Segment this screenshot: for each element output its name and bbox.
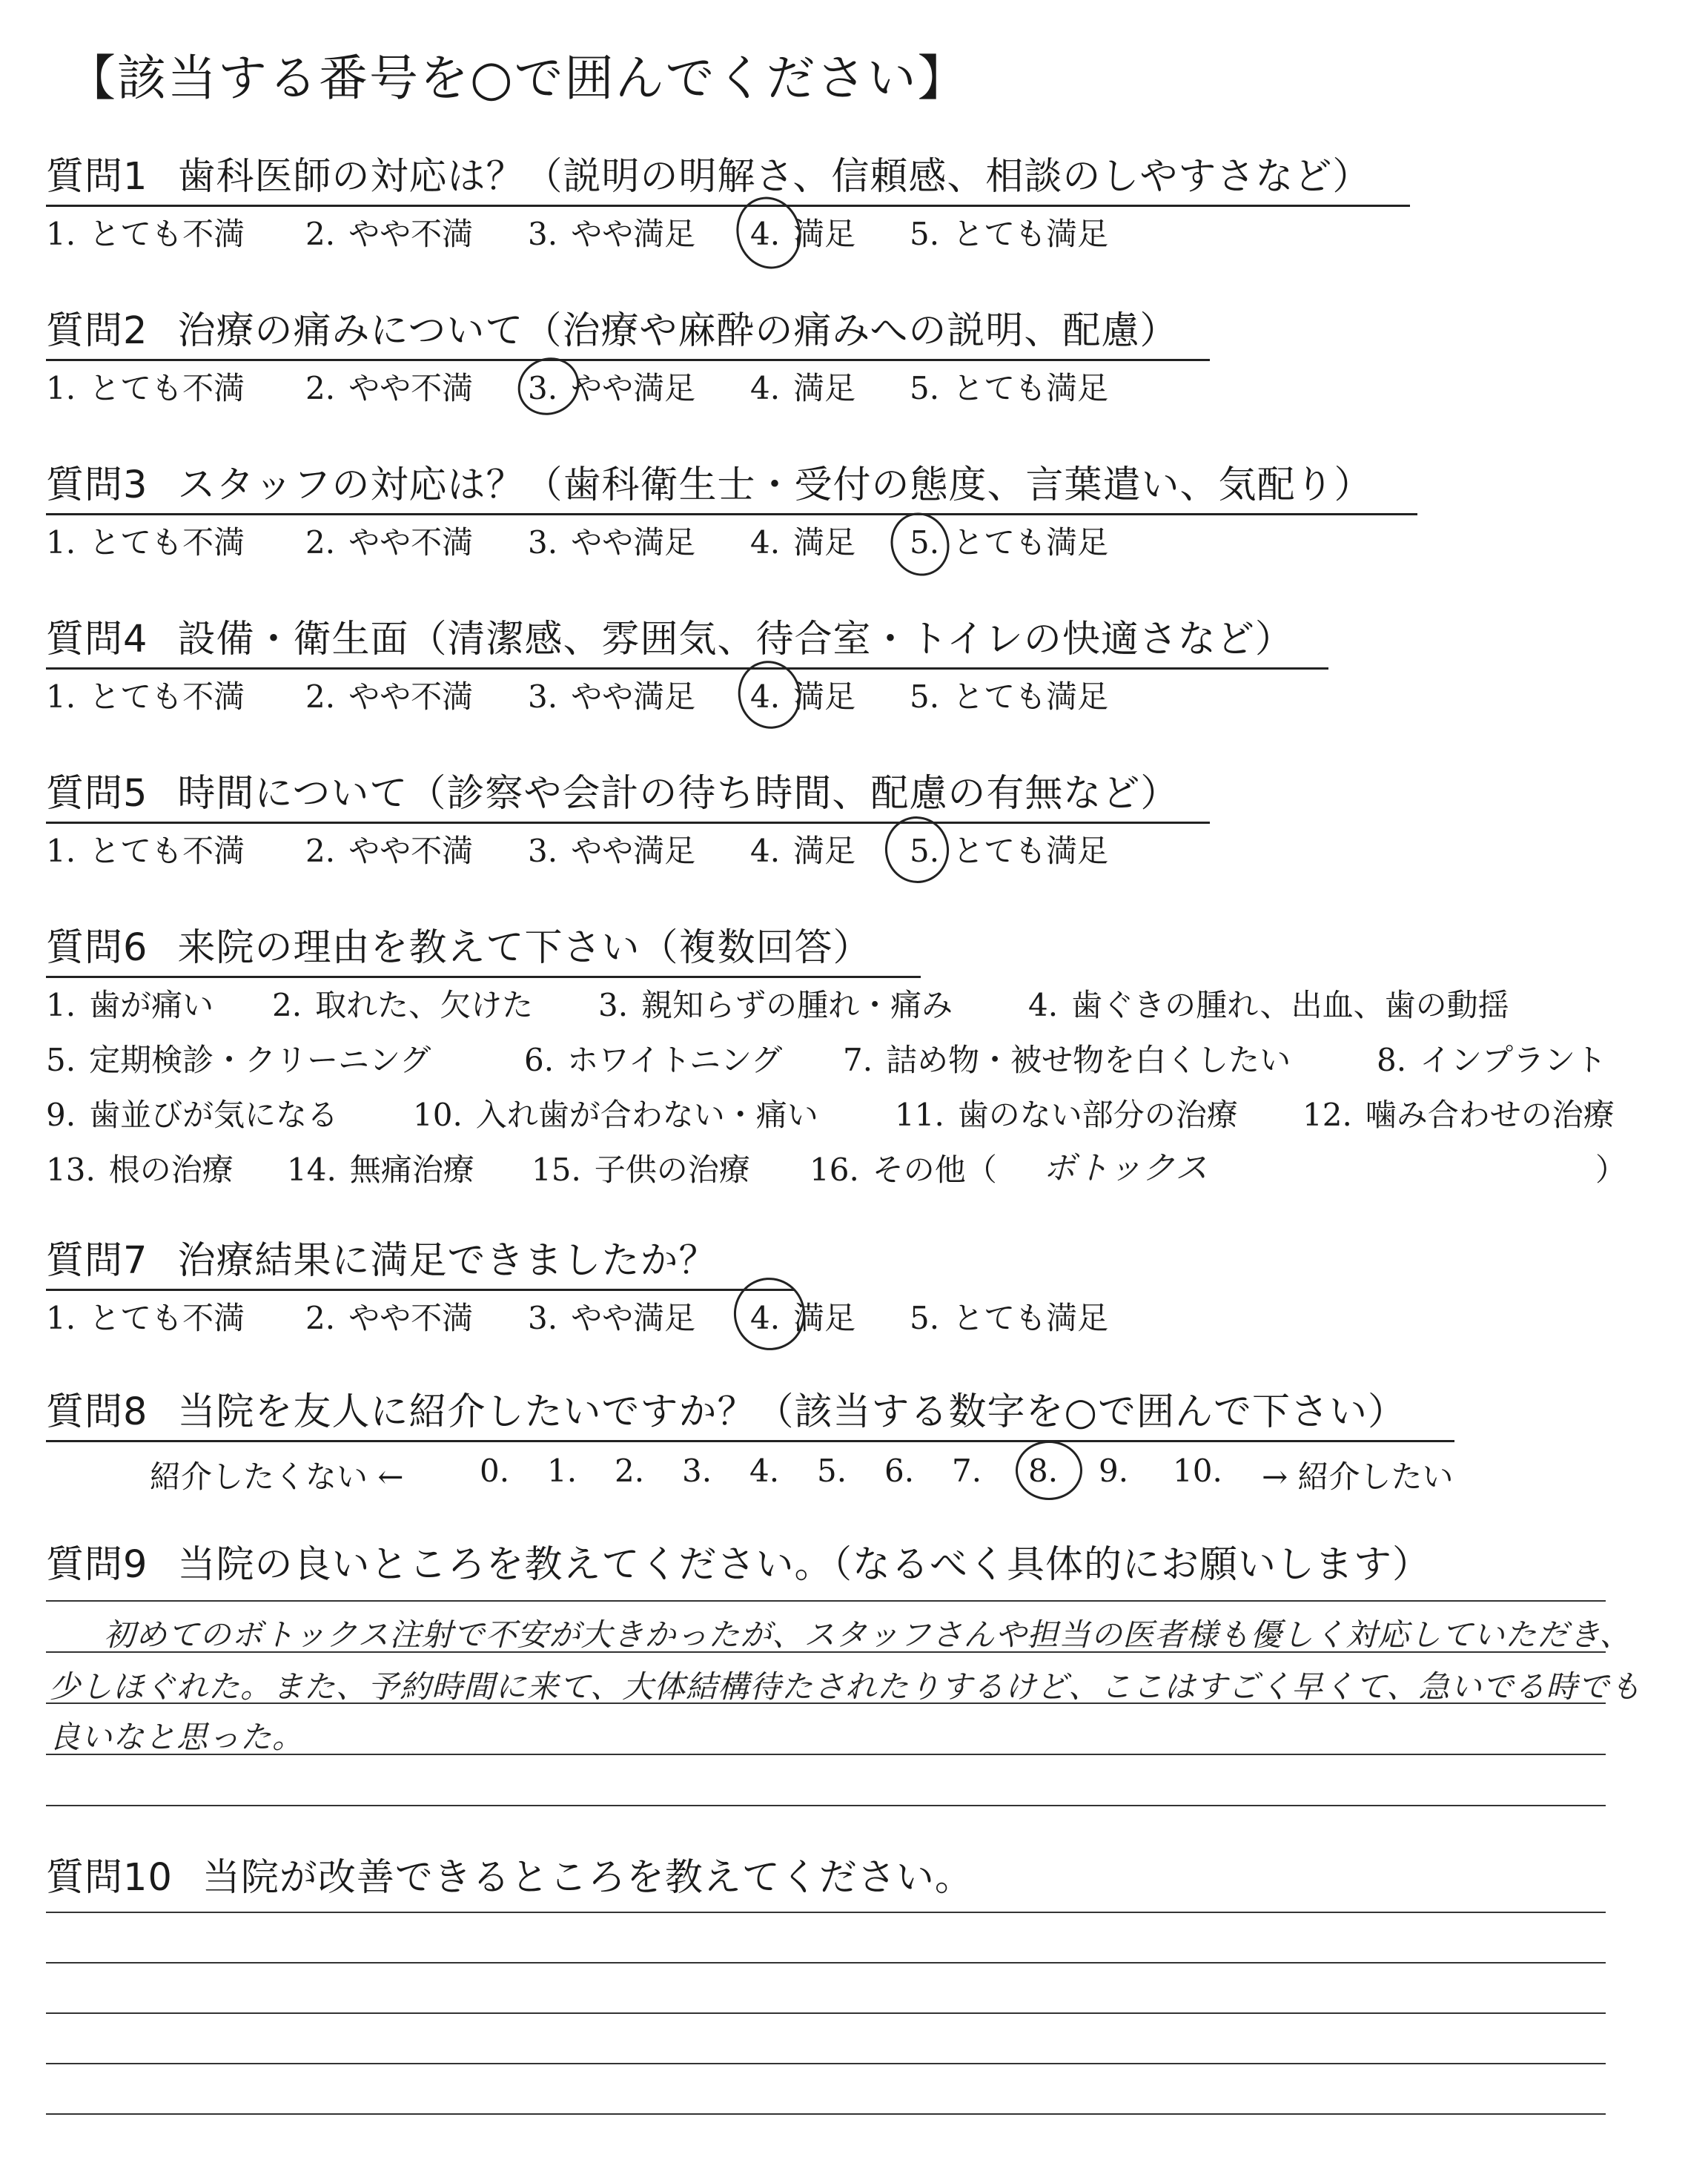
question-9-heading <box>46 1533 1431 1593</box>
option-4[interactable]: 4. 満足 <box>750 216 856 252</box>
reason-option[interactable]: 11. 歯のない部分の治療 <box>895 1097 1238 1133</box>
question-2 <box>46 300 1210 409</box>
scale-7[interactable]: 7. <box>952 1453 982 1489</box>
reason-option[interactable]: 8. インプラント <box>1377 1042 1607 1078</box>
question-text: 当院を友人に紹介したいですか？（該当する数字を○で囲んで下さい） <box>177 1390 1406 1434</box>
reason-option[interactable]: 1. 歯が痛い <box>46 987 214 1023</box>
rating-options <box>46 518 1417 563</box>
scale-9[interactable]: 9. <box>1099 1453 1129 1489</box>
question-1 <box>46 145 1410 254</box>
answer-line <box>46 2012 1606 2014</box>
option-3[interactable]: 3. やや満足 <box>528 678 696 715</box>
answer-line <box>46 1600 1606 1602</box>
question-10-heading <box>46 1846 973 1906</box>
reason-option-other[interactable]: 16. その他（ <box>810 1152 997 1188</box>
question-text: 時間について（診察や会計の待ち時間、配慮の有無など） <box>177 772 1179 816</box>
option-3[interactable]: 3. やや満足 <box>528 216 696 252</box>
option-5[interactable]: 5. とても満足 <box>910 1300 1109 1336</box>
question-6 <box>46 916 1627 1198</box>
option-4[interactable]: 4. 満足 <box>750 678 856 715</box>
rating-options <box>46 210 1410 254</box>
option-2[interactable]: 2. やや不満 <box>305 833 474 869</box>
scale-0[interactable]: 0. <box>480 1453 510 1489</box>
option-2[interactable]: 2. やや不満 <box>305 524 474 561</box>
scale-10[interactable]: 10. <box>1173 1453 1222 1489</box>
rating-options <box>46 1294 1109 1338</box>
option-3[interactable]: 3. やや満足 <box>528 524 696 561</box>
reason-option[interactable]: 13. 根の治療 <box>46 1152 234 1188</box>
question-number: 質問8 <box>46 1390 148 1434</box>
question-number: 質問2 <box>46 309 148 353</box>
option-4[interactable]: 4. 満足 <box>750 524 856 561</box>
reason-option[interactable]: 5. 定期検診・クリーニング <box>46 1042 431 1078</box>
rating-options <box>46 673 1328 717</box>
option-1[interactable]: 1. とても不満 <box>46 370 245 406</box>
question-text: 治療の痛みについて（治療や麻酔の痛みへの説明、配慮） <box>177 309 1179 353</box>
question-number: 質問3 <box>46 463 148 507</box>
question-text: スタッフの対応は？（歯科衛生士・受付の態度、言葉遣い、気配り） <box>177 463 1373 507</box>
question-3 <box>46 454 1417 563</box>
rating-options <box>46 364 1210 409</box>
question-4 <box>46 608 1328 717</box>
option-1[interactable]: 1. とても不満 <box>46 524 245 561</box>
other-close-paren: ） <box>1595 1152 1627 1188</box>
option-3[interactable]: 3. やや満足 <box>528 833 696 869</box>
question-number: 質問6 <box>46 926 148 970</box>
scale-1[interactable]: 1. <box>547 1453 577 1489</box>
question-text: 歯科医師の対応は？（説明の明解さ、信頼感、相談のしやすさなど） <box>177 155 1371 199</box>
question-1-heading <box>46 145 1410 207</box>
option-4[interactable]: 4. 満足 <box>750 833 856 869</box>
question-5 <box>46 762 1210 871</box>
option-1[interactable]: 1. とても不満 <box>46 1300 245 1336</box>
question-10 <box>46 1846 973 1906</box>
scale-right-label: → 紹介したい <box>1262 1459 1454 1495</box>
reason-option[interactable]: 2. 取れた、欠けた <box>272 987 534 1023</box>
question-text: 治療結果に満足できましたか？ <box>177 1239 718 1283</box>
scale-left-label: 紹介したくない ← <box>150 1459 404 1495</box>
reason-option[interactable]: 4. 歯ぐきの腫れ、出血、歯の動揺 <box>1028 987 1509 1023</box>
question-number: 質問4 <box>46 618 148 661</box>
option-4[interactable]: 4. 満足 <box>750 370 856 406</box>
option-2[interactable]: 2. やや不満 <box>305 678 474 715</box>
option-2[interactable]: 2. やや不満 <box>305 1300 474 1336</box>
reason-option[interactable]: 14. 無痛治療 <box>287 1152 474 1188</box>
reason-row-2 <box>46 1036 1607 1088</box>
scale-3[interactable]: 3. <box>682 1453 712 1489</box>
option-3[interactable]: 3. やや満足 <box>528 370 696 406</box>
option-5[interactable]: 5. とても満足 <box>910 524 1109 561</box>
question-6-heading <box>46 916 921 978</box>
question-3-heading <box>46 454 1417 515</box>
scale-6[interactable]: 6. <box>884 1453 915 1489</box>
question-number: 質問9 <box>46 1543 148 1587</box>
answer-line <box>46 2113 1606 2115</box>
reason-option[interactable]: 15. 子供の治療 <box>532 1152 750 1188</box>
question-8-heading <box>46 1381 1454 1442</box>
page-title: 【該当する番号を○で囲んでください】 <box>67 50 968 107</box>
recommend-scale <box>46 1453 1454 1497</box>
scale-8[interactable]: 8. <box>1028 1453 1059 1489</box>
option-5[interactable]: 5. とても満足 <box>910 370 1109 406</box>
question-7 <box>46 1229 1109 1338</box>
option-1[interactable]: 1. とても不満 <box>46 216 245 252</box>
reason-option[interactable]: 12. 噛み合わせの治療 <box>1302 1097 1615 1133</box>
reason-row-3 <box>46 1091 1615 1143</box>
question-number: 質問7 <box>46 1239 148 1283</box>
option-3[interactable]: 3. やや満足 <box>528 1300 696 1336</box>
scale-5[interactable]: 5. <box>817 1453 847 1489</box>
question-text: 設備・衛生面（清潔感、雰囲気、待合室・トイレの快適さなど） <box>177 618 1294 661</box>
reason-row-1 <box>46 981 1509 1033</box>
answer-line <box>46 1912 1606 1913</box>
option-4[interactable]: 4. 満足 <box>750 1300 856 1336</box>
question-number: 質問10 <box>46 1856 173 1900</box>
answer-line <box>46 1962 1606 1964</box>
question-text: 来院の理由を教えて下さい（複数回答） <box>177 926 872 970</box>
option-5[interactable]: 5. とても満足 <box>910 833 1109 869</box>
answer-line <box>46 2063 1606 2064</box>
rating-options <box>46 827 1210 871</box>
reason-option[interactable]: 6. ホワイトニング <box>524 1042 783 1078</box>
option-5[interactable]: 5. とても満足 <box>910 216 1109 252</box>
question-number: 質問1 <box>46 155 148 199</box>
reason-option[interactable]: 7. 詰め物・被せ物を白くしたい <box>843 1042 1291 1078</box>
selection-circle <box>882 504 959 584</box>
option-5[interactable]: 5. とても満足 <box>910 678 1109 715</box>
handwritten-answer-line-2: 少しほぐれた。また、予約時間に来て、大体結構待たされたりするけど、ここはすごく早くて、急いでる時でも <box>49 1668 1642 1705</box>
question-8 <box>46 1381 1454 1497</box>
scale-4[interactable]: 4. <box>749 1453 780 1489</box>
option-2[interactable]: 2. やや不満 <box>305 370 474 406</box>
answer-line <box>46 1805 1606 1806</box>
question-5-heading <box>46 762 1210 824</box>
option-1[interactable]: 1. とても不満 <box>46 833 245 869</box>
question-text: 当院の良いところを教えてください。（なるべく具体的にお願いします） <box>177 1543 1431 1587</box>
question-9 <box>46 1533 1431 1593</box>
handwritten-answer-line-3: 良いなと思った。 <box>49 1719 305 1755</box>
handwritten-answer-line-1: 初めてのボトックス注射で不安が大きかったが、スタッフさんや担当の医者様も優しく対応していただき、 <box>104 1616 1632 1653</box>
question-2-heading <box>46 300 1210 361</box>
reason-option[interactable]: 10. 入れ歯が合わない・痛い <box>413 1097 818 1133</box>
option-1[interactable]: 1. とても不満 <box>46 678 245 715</box>
option-2[interactable]: 2. やや不満 <box>305 216 474 252</box>
question-number: 質問5 <box>46 772 148 816</box>
reason-row-4 <box>46 1146 1627 1198</box>
question-text: 当院が改善できるところを教えてください。 <box>202 1856 973 1900</box>
other-reason-handwritten: ボトックス <box>1043 1149 1209 1187</box>
question-4-heading <box>46 608 1328 670</box>
question-7-heading <box>46 1229 795 1291</box>
reason-option[interactable]: 3. 親知らずの腫れ・痛み <box>598 987 953 1023</box>
selection-circle <box>1016 1441 1082 1500</box>
scale-2[interactable]: 2. <box>615 1453 645 1489</box>
reason-option[interactable]: 9. 歯並びが気になる <box>46 1097 339 1133</box>
